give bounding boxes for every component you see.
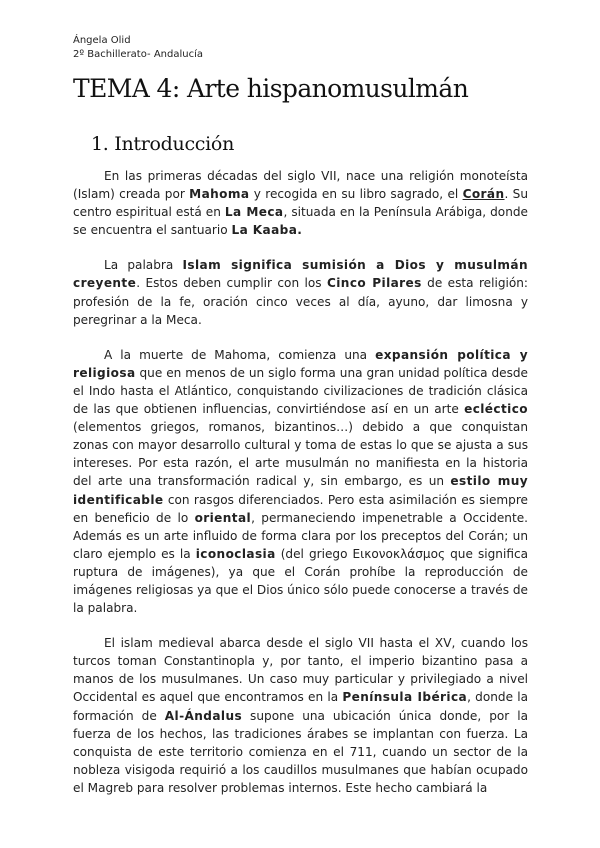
paragraph-3 bbox=[73, 346, 528, 617]
paragraph-2 bbox=[73, 256, 528, 328]
p1-bold-mahoma: Mahoma bbox=[189, 187, 250, 202]
page-title: TEMA 4: Arte hispanomusulmán bbox=[73, 74, 469, 103]
p3-text: (del griego Εικονοκλάσμος que significa ruptura de imágenes), ya que el Corán prohíbe la reproducción de imágenes religiosas ya que el Dios único sólo puede conocerse a través de la palabra. bbox=[73, 546, 529, 616]
p4-text: El islam medieval abarca desde el siglo VII hasta el XV, cuando los turcos toman Constantinopla y, por tanto, el imperio bizantino pasa a manos de los musulmanes. Un caso muy particular y privilegiado a nivel Occidental es aquel que encontramos en la bbox=[73, 636, 528, 705]
p1-text: , situada en la Península Arábiga, donde se encuentra el santuario bbox=[73, 205, 528, 238]
p4-bold-al-andalus: Al-Ándalus bbox=[164, 708, 243, 723]
p4-text: supone una ubicación única donde, por la fuerza de los hechos, las tradiciones árabes se implantan con fuerza. La conquista de este territorio comienza en el 711, cuando un sector de la nobleza visigoda requirió a los caudillos musulmanes que habían ocupado el Magreb para resolver problemas internos. Este hecho cambiará la bbox=[73, 708, 528, 795]
p1-bold-coran: Corán bbox=[462, 187, 505, 202]
p2-text: La palabra bbox=[104, 258, 183, 273]
author-header bbox=[73, 34, 203, 62]
p3-text: con rasgos diferenciados. Pero esta asimilación es siempre en beneficio de lo bbox=[73, 492, 528, 525]
p3-text: (elementos griegos, romanos, bizantinos…) debido a que conquistan zonas con mayor desarrollo cultural y toma de estas lo que se ajusta a sus intereses. Por esta razón, el arte musulmán no manifiesta en la historia del arte una transformación radical y, sin embargo, es un bbox=[73, 420, 528, 489]
p3-text: , permaneciendo impenetrable a Occidente. Además es un arte influido de forma clara por los preceptos del Corán; un claro ejemplo es la bbox=[73, 510, 528, 561]
p4-bold-peninsula: Península Ibérica bbox=[342, 690, 468, 705]
p3-bold-eclectico: ecléctico bbox=[464, 402, 528, 417]
p1-text: y recogida en su libro sagrado, el bbox=[249, 187, 463, 202]
author-name: Ángela Olid bbox=[73, 35, 131, 46]
p2-text: . Estos deben cumplir con los bbox=[136, 276, 327, 291]
p3-bold-expansion: expansión política y religiosa bbox=[73, 347, 528, 380]
section-title: 1. Introducción bbox=[91, 133, 235, 155]
p1-bold-la-meca: La Meca bbox=[224, 205, 284, 220]
paragraph-4 bbox=[73, 634, 528, 797]
body-text bbox=[73, 167, 528, 814]
p3-bold-estilo: estilo muy identificable bbox=[73, 474, 528, 507]
p2-bold-islam: Islam significa sumisión a Dios y musulmán creyente bbox=[73, 258, 528, 291]
p3-bold-iconoclasia: iconoclasia bbox=[195, 546, 276, 561]
p4-text: , donde la formación de bbox=[73, 690, 528, 723]
p3-bold-oriental: oriental bbox=[194, 510, 252, 525]
p1-text: En las primeras décadas del siglo VII, nace una religión monoteísta (Islam) creada por bbox=[73, 169, 528, 202]
p3-text: que en menos de un siglo forma una gran unidad política desde el Indo hasta el Atlántico, conquistando civilizaciones de tradición clásica de las que obtienen influencias, convirtiéndose así en un arte bbox=[73, 365, 528, 417]
p2-text: de esta religión: profesión de la fe, oración cinco veces al día, ayuno, dar limosna y peregrinar a la Meca. bbox=[73, 276, 529, 327]
p2-bold-cinco-pilares: Cinco Pilares bbox=[326, 276, 422, 291]
p1-text: . Su centro espiritual está en bbox=[73, 187, 529, 220]
course-name: 2º Bachillerato- Andalucía bbox=[73, 49, 203, 60]
p1-bold-la-kaaba: La Kaaba. bbox=[231, 223, 303, 238]
paragraph-1 bbox=[73, 167, 528, 239]
p3-text: A la muerte de Mahoma, comienza una bbox=[104, 347, 376, 362]
